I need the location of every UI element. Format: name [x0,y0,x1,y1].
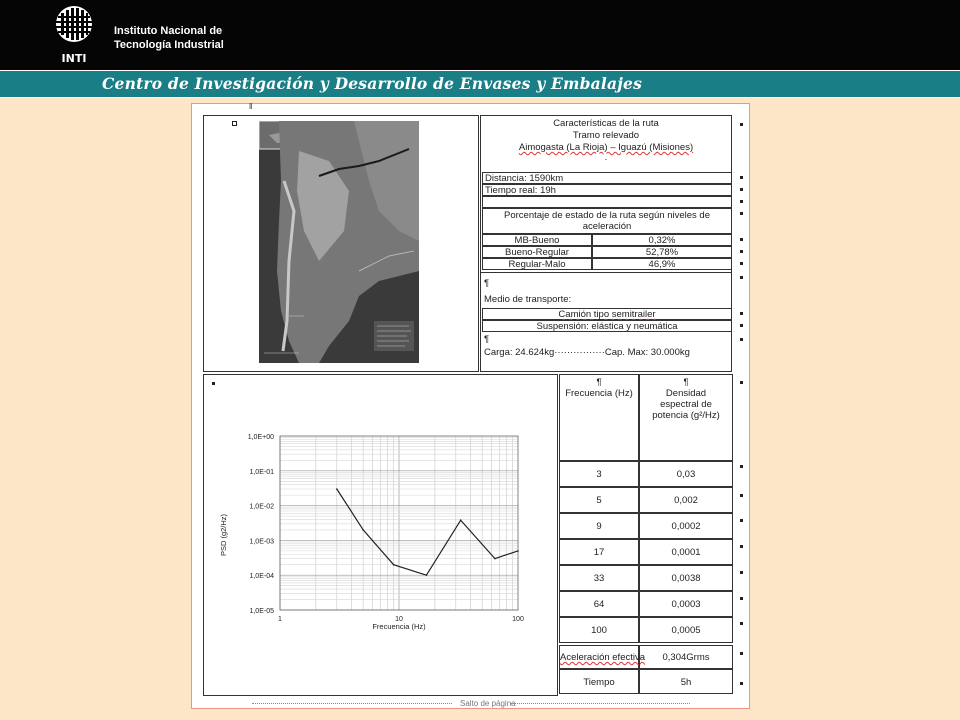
time-real-text: Tiempo real: 19h [485,185,556,196]
cond-value-cell [592,234,732,246]
row-marker [740,312,743,315]
row-marker [740,176,743,179]
cond-value: 52,78% [645,247,679,258]
cond-label: Regular-Malo [508,259,566,270]
psd-chart [204,375,557,695]
row-marker [740,200,743,203]
time-value: 5h [680,677,692,688]
psd-data-point [494,558,496,560]
distance-text: Distancia: 1590km [485,173,564,184]
time-label-cell [559,669,639,694]
para-mark: ¶ [484,334,490,345]
row-marker [740,465,743,468]
accel-label: Aceleración efectiva [560,652,646,663]
cond-label-cell [482,258,592,270]
row-marker [740,597,743,600]
psd-cell [639,487,733,513]
truck-row [482,308,732,320]
subtitle-bar [0,70,960,98]
row-marker [740,276,743,279]
time-value-cell [639,669,733,694]
time-row [482,184,732,196]
suspension-row [482,320,732,332]
transport-label: Medio de transporte: [484,294,572,305]
route-title: Características de la ruta [553,118,659,129]
psd-header: Densidad espectral de potencia (g²/Hz) [652,388,720,421]
accel-value-cell [639,645,733,669]
y-tick-label: 1,0E-02 [249,503,274,511]
header-bar [0,0,960,70]
psd-data-point [336,488,338,490]
row-marker [740,545,743,548]
freq-cell [559,539,639,565]
route-separator: · [604,154,608,165]
truck-type: Camión tipo semitrailer [558,309,656,320]
route-stretch: Aimogasta (La Rioja) – Iguazú (Misiones) [518,142,694,153]
cond-value: 46,9% [648,259,676,270]
column-marker: ǁ [249,102,253,111]
row-marker [740,381,743,384]
cond-value-cell [592,246,732,258]
page-break-line-left [252,703,452,704]
freq-cell [559,487,639,513]
psd-series-line [337,489,518,575]
freq-cell [559,591,639,617]
row-marker [740,494,743,497]
psd-value: 0,002 [674,495,698,506]
load-text: Carga: 24.624kg················Cap. Max: 30.000kg [484,347,690,358]
psd-data-point [393,564,395,566]
row-marker [740,188,743,191]
psd-data-point [426,574,428,576]
cond-label: MB-Bueno [514,235,560,246]
cell-marker [232,121,237,126]
inti-logo [52,4,96,66]
x-axis-label: Frecuencia (Hz) [372,622,426,631]
psd-cell [639,591,733,617]
percent-header-text: Porcentaje de estado de la ruta según niveles de aceleración [504,210,710,232]
org-name-line2: Tecnología Industrial [114,39,224,51]
psd-cell [639,539,733,565]
y-tick-label: 1,0E-03 [249,538,274,546]
logo-text: INTI [61,52,87,65]
freq-header-cell [559,374,639,461]
y-axis-label: PSD (g2/Hz) [219,513,228,557]
row-marker [740,324,743,327]
psd-value: 0,0003 [671,599,701,610]
psd-value: 0,0002 [671,521,701,532]
x-tick-label: 10 [395,616,403,623]
freq-cell [559,565,639,591]
y-tick-label: 1,0E-01 [249,468,274,476]
freq-value: 33 [593,573,605,584]
y-tick-label: 1,0E-04 [249,573,274,581]
freq-header: Frecuencia (Hz) [565,388,633,399]
psd-cell [639,617,733,643]
cond-label-cell [482,246,592,258]
org-name-line1: Instituto Nacional de [114,25,223,37]
psd-cell [639,513,733,539]
row-marker [740,519,743,522]
x-tick-label: 100 [512,616,524,623]
route-subtitle: Tramo relevado [572,130,640,141]
empty-row [482,196,732,208]
document-page [191,103,750,709]
accel-label-cell [559,645,646,669]
freq-cell [559,513,639,539]
freq-value: 100 [591,625,607,636]
row-marker [740,571,743,574]
row-marker [740,682,743,685]
chart-grid [280,436,518,610]
para-mark: ¶ [683,377,689,388]
x-tick-label: 1 [278,616,282,623]
psd-value: 0,0038 [671,573,701,584]
time-label: Tiempo [583,677,615,688]
freq-value: 5 [596,495,602,506]
row-marker [740,212,743,215]
y-tick-label: 1,0E+00 [247,434,274,441]
chart-cell [203,374,558,696]
psd-cell [639,565,733,591]
row-marker [740,622,743,625]
row-marker [740,238,743,241]
map-image [259,121,419,363]
freq-cell [559,617,639,643]
accel-value: 0,304Grms [662,652,710,663]
psd-value: 0,03 [676,469,696,480]
cond-label-cell [482,234,592,246]
page-break-line-right [510,703,690,704]
freq-value: 64 [593,599,605,610]
cond-value: 0,32% [648,235,676,246]
row-marker [740,652,743,655]
psd-header-cell [639,374,733,461]
para-mark: ¶ [484,278,490,289]
y-tick-label: 1,0E-05 [249,608,274,615]
map-cell [203,115,479,372]
freq-value: 9 [596,521,602,532]
suspension: Suspensión: elástica y neumática [536,321,678,332]
freq-value: 3 [596,469,602,480]
row-marker [740,338,743,341]
freq-value: 17 [593,547,605,558]
row-marker [740,123,743,126]
cond-value-cell [592,258,732,270]
psd-data-point [460,519,462,521]
psd-cell [639,461,733,487]
row-marker [740,262,743,265]
psd-value: 0,0001 [671,547,701,558]
cond-label: Bueno-Regular [505,247,569,258]
freq-cell [559,461,639,487]
psd-value: 0,0005 [671,625,701,636]
row-marker [740,250,743,253]
distance-row [482,172,732,184]
percent-header-row [482,208,732,234]
psd-data-point [362,529,364,531]
page-break-label: Salto de página [460,699,516,708]
para-mark: ¶ [596,377,602,388]
center-subtitle: Centro de Investigación y Desarrollo de Envases y Embalajes [102,74,643,93]
psd-data-point [517,550,519,552]
